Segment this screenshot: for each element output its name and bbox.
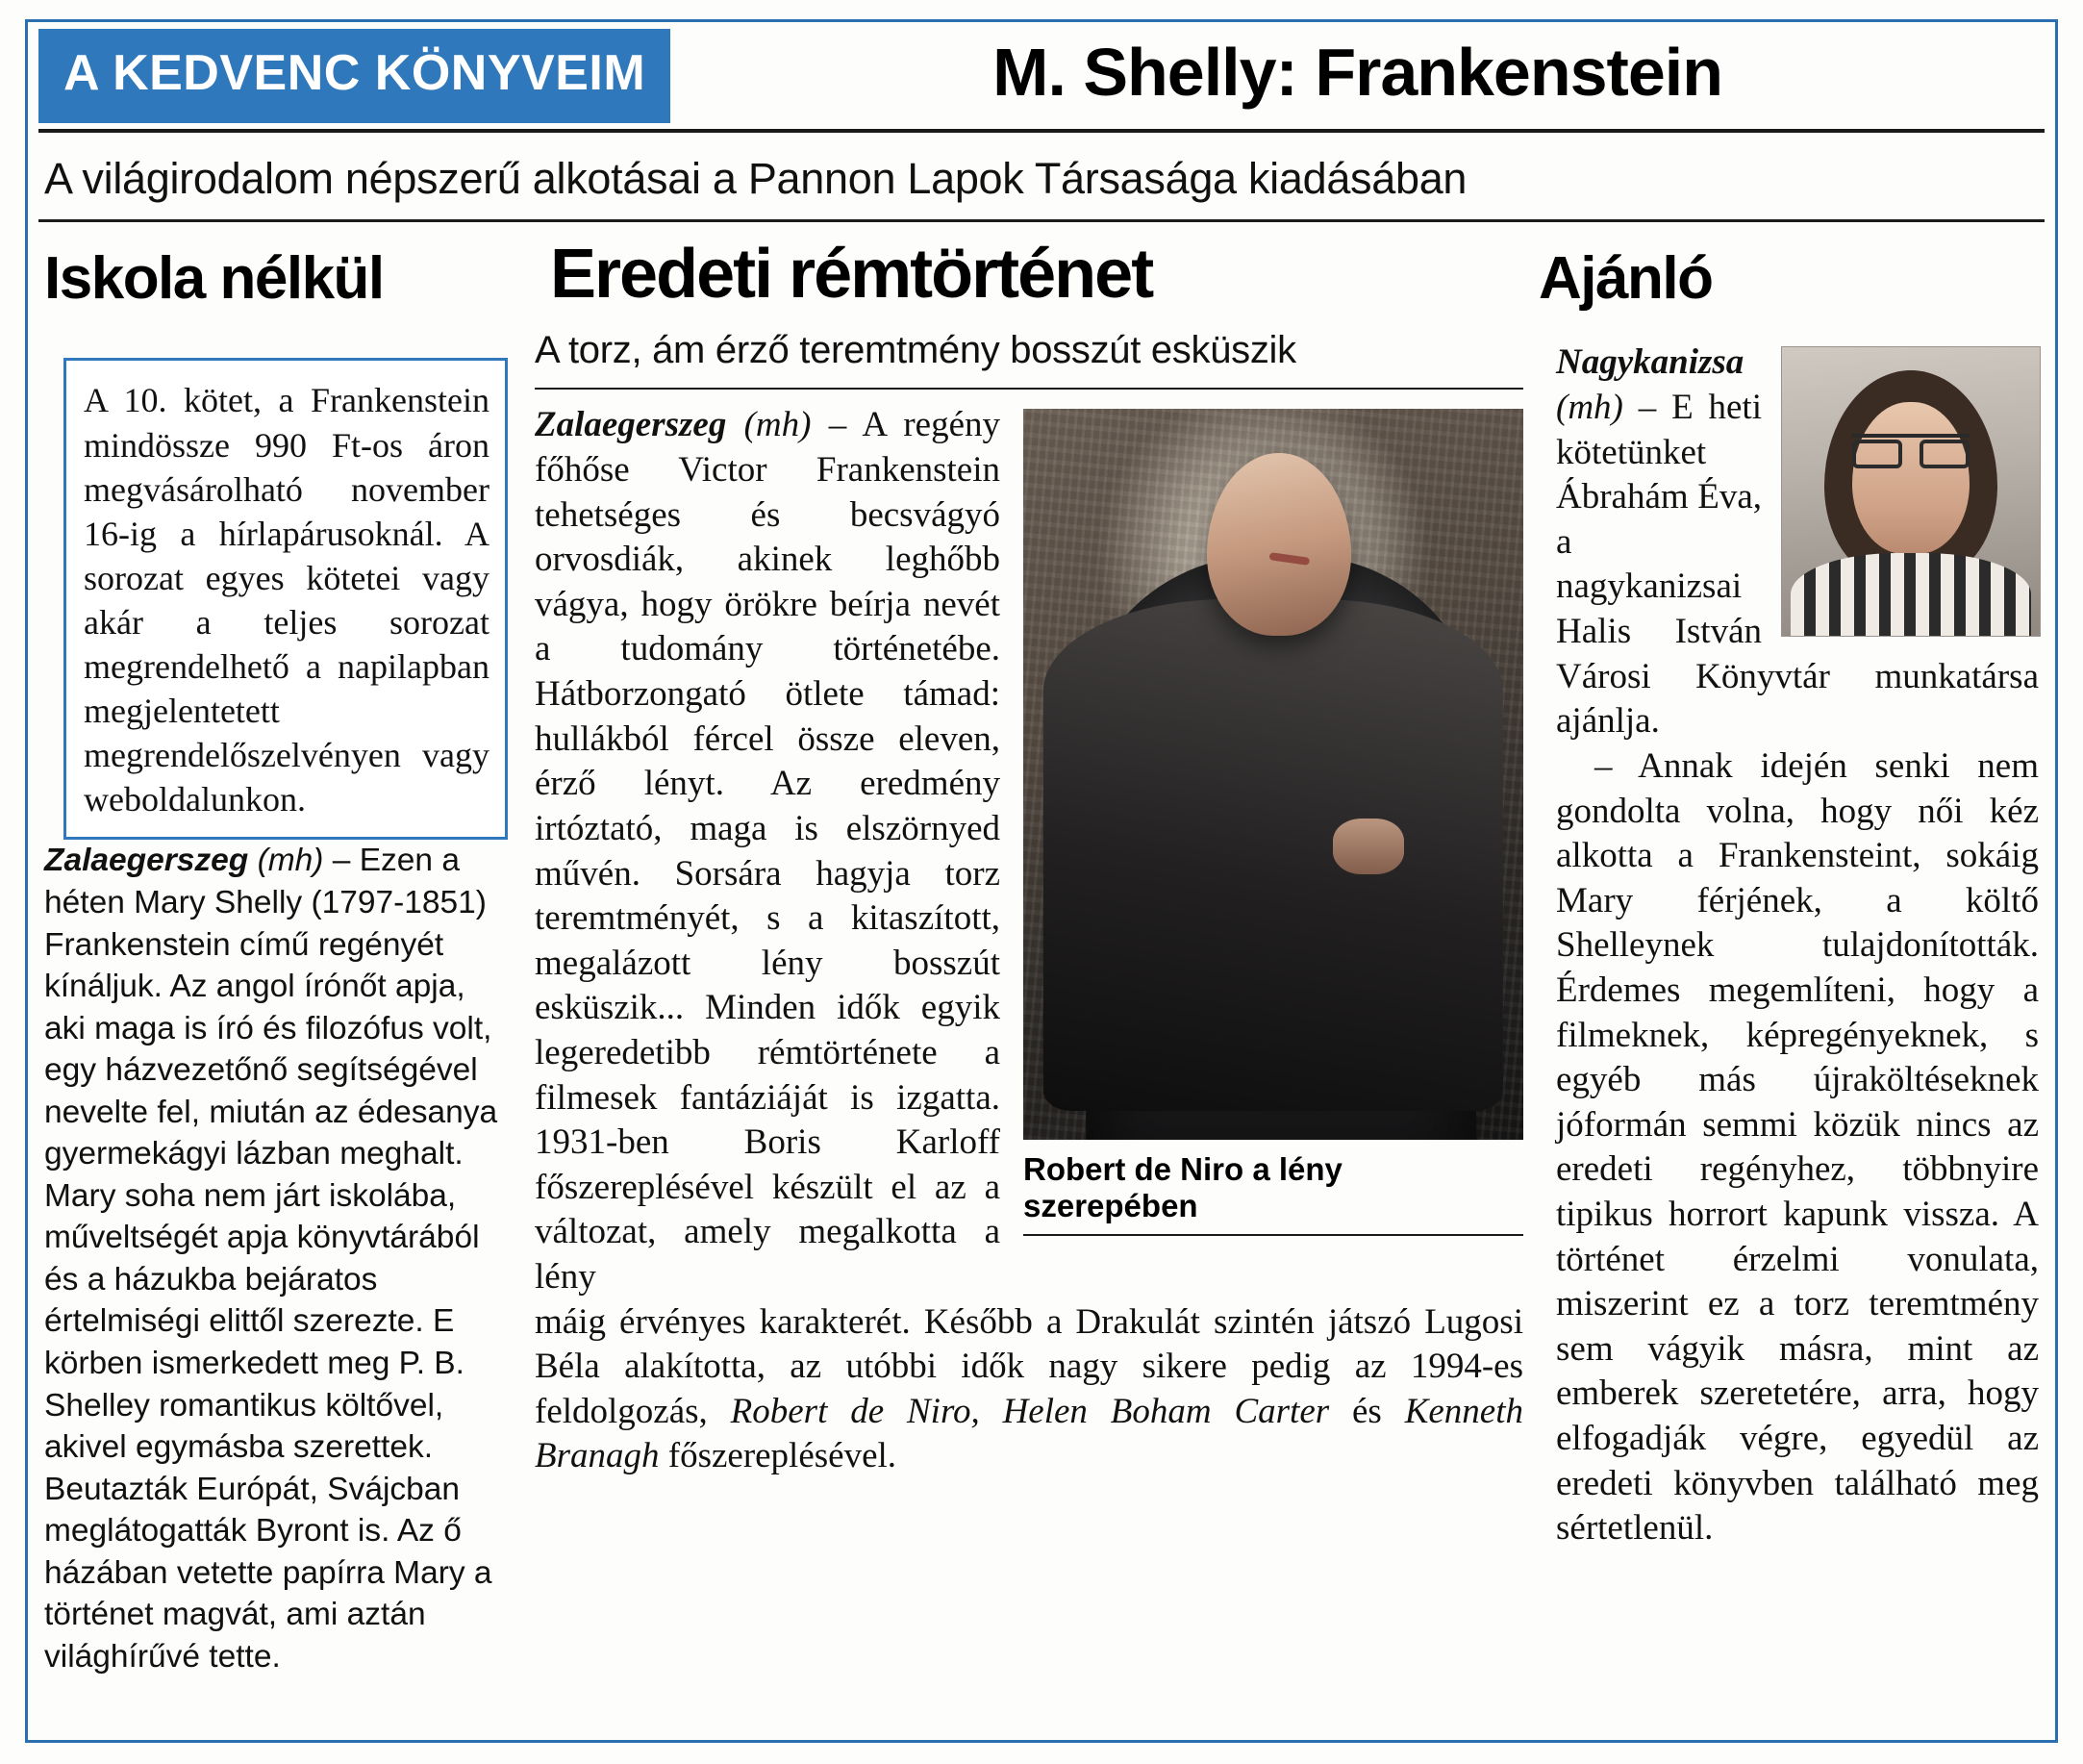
frankenstein-creature-photo (1023, 409, 1523, 1140)
right-body-text-part1: – E heti kötetünket Ábrahám Éva, a nagykanizsai Halis István Városi Könyvtár munkatársa ajánlja. (1556, 388, 2039, 742)
center-dateline-mh: (mh) (743, 405, 812, 445)
right-column-body-continued (1556, 744, 2039, 1551)
portrait-face (1852, 402, 1970, 554)
portrait-block (1781, 346, 2039, 637)
center-body-text-part1: – A regény főhőse Victor Frankenstein tehetséges és becsvágyó orvosdiák, akinek leghőbb vágya, hogy örökre beírja nevét a tudomány történetébe. Hátborzongató ötlete támad: hullákból fércel össze eleven, érző lényt. Az eredmény irtóztató, maga is elszörnyed művén. Sorsára hagyja torz teremtményét, s a kitaszított, megalázott lény bosszút esküszik... Minden idők egyik legeredetibb rémtörténete a filmesek fantáziáját is izgatta. 1931-ben Boris Karloff főszereplésével készült el az a változat, amely megalkotta a lény (535, 405, 1001, 1298)
subtitle-divider (38, 219, 2045, 222)
center-body-join: és (1329, 1391, 1405, 1431)
left-column-headline: Iskola nélkül (44, 245, 384, 313)
center-body-text-part2: máig érvényes karakterét. Később a Drakulát szintén játszó Lugosi Béla alakította, az utóbbi idők nagy sikere pedig az 1994-es feldolgozás, (535, 1301, 1523, 1431)
center-column-deck: A torz, ám érző teremtmény bosszút esküszik (535, 329, 1296, 372)
right-dateline-mh: (mh) (1556, 388, 1623, 428)
center-body-text-part3: főszereplésével. (659, 1436, 897, 1476)
portrait-shoulders (1791, 553, 2031, 636)
page-title: M. Shelly: Frankenstein (992, 35, 1723, 110)
photo-block (1023, 409, 1523, 1236)
price-infobox: A 10. kötet, a Frankenstein mindössze 990 Ft-os áron megvásárolható november 16-ig a hírlapárusoknál. A sorozat egyes kötetei vagy akár a teljes sorozat megrendelhető a napilapban megjelentetett megrendelőszelvényen vagy weboldalunkon. (63, 358, 508, 840)
left-column (44, 319, 525, 1677)
left-dateline-mh: (mh) (257, 843, 324, 879)
center-body-italic-cast2: Kenneth Branagh (535, 1391, 1523, 1476)
caption-divider (1023, 1234, 1523, 1236)
left-body-text: – Ezen a héten Mary Shelly (1797-1851) Frankenstein című regényét kínáljuk. Az angol írónőt apja, aki maga is író és filozófus volt, egy házvezetőnő segítségével nevelte fel, miután az édesanya gyermekágyi lázban meghalt. Mary soha nem járt iskolába, műveltségét apja könyvtárából és a házukba bejáratos értelmiségi elittől szerezte. E körben ismerkedett meg P. B. Shelley romantikus költővel, akivel egymásba szerettek. Beutazták Európát, Svájcban meglátogatták Byront is. Az ő házában vetette papírra Mary a történet magvát, ami aztán világhírűvé tette. (44, 843, 498, 1675)
infobox-wrapper (63, 358, 508, 840)
abraham-eva-portrait (1781, 346, 2041, 637)
right-column-headline: Ajánló (1539, 245, 1713, 313)
masthead-subtitle: A világirodalom népszerű alkotásai a Pannon Lapok Társasága kiadásában (44, 154, 1468, 203)
article-columns (44, 319, 2039, 1677)
deck-divider (535, 388, 1523, 390)
right-column (1539, 319, 2039, 1677)
masthead (38, 29, 2045, 123)
right-dateline: Nagykanizsa (1556, 342, 1744, 383)
photo-caption: Robert de Niro a lény szerepében (1023, 1151, 1343, 1224)
right-body-text-part2: – Annak idején senki nem gondolta volna, hogy női kéz alkotta a Frankensteint, sokáig Mary férjének, a költő Shelleynek tulajdonították. Érdemes megemlíteni, hogy a filmeknek, képregényeknek, s egyéb más újraköltéseknek jóformán semmi közük nincs az eredeti regényhez, többnyire tipikus horrort kapunk vissza. A történet érzelmi vonulata, miszerint ez a torz teremtmény sem vágyik másra, mint az emberek szeretetére, arra, hogy elfogadják végre, egyedül az eredeti könyvben található meg sértetlenül. (1556, 745, 2039, 1549)
center-dateline: Zalaegerszeg (535, 405, 727, 445)
center-column-headline: Eredeti rémtörténet (550, 236, 1153, 313)
photo-figure-hand (1333, 819, 1404, 874)
glasses-icon (1852, 434, 1970, 463)
photo-figure-cloak (1043, 599, 1503, 1111)
center-column-body-continued (535, 1300, 1523, 1479)
section-kicker: A KEDVENC KÖNYVEIM (38, 29, 670, 123)
center-column (525, 319, 1539, 1677)
left-dateline: Zalaegerszeg (44, 843, 249, 879)
masthead-divider (38, 129, 2045, 133)
center-body-italic-cast1: Robert de Niro, Helen Boham Carter (730, 1391, 1330, 1431)
headline-row (44, 236, 2039, 313)
